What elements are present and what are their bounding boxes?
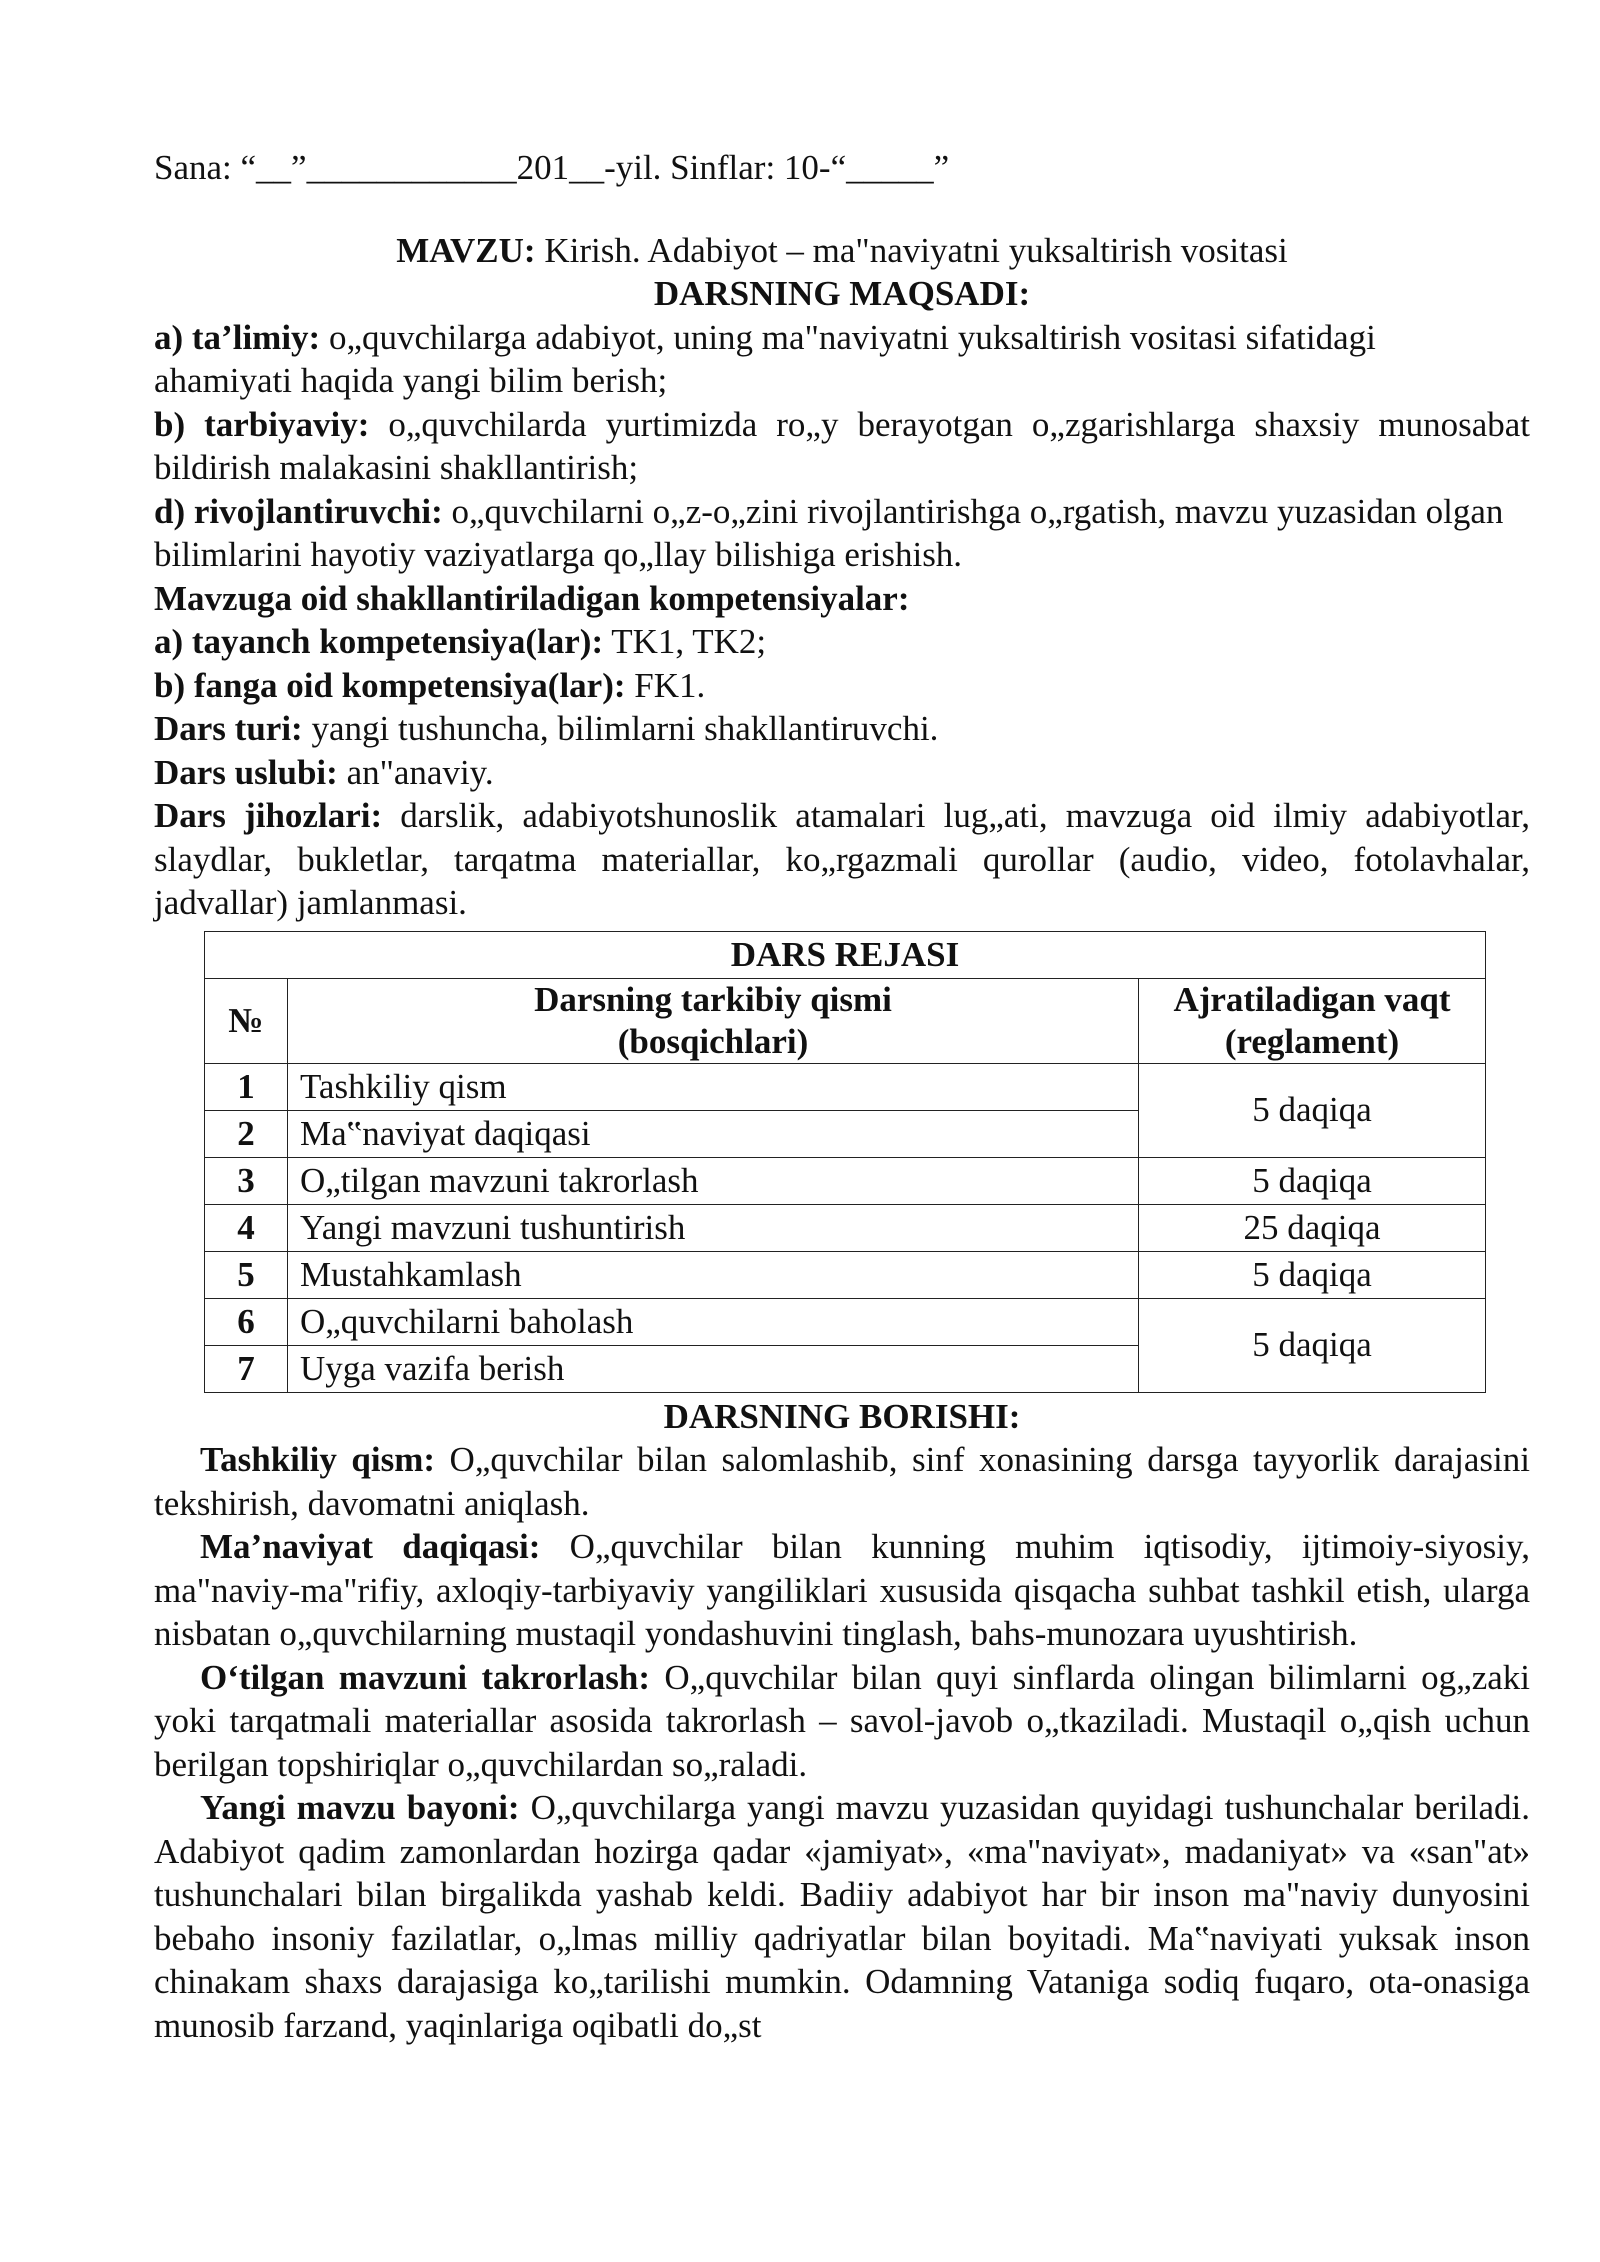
competency-subject [154, 664, 1530, 708]
row-time: 5 daqiqa [1139, 1298, 1486, 1392]
lesson-equipment-label: Dars jihozlari: [154, 796, 383, 835]
section-label: Yangi mavzu bayoni: [200, 1788, 520, 1827]
table-title-row [205, 931, 1486, 978]
row-stage: Uyga vazifa berish [288, 1345, 1139, 1392]
row-stage: O„quvchilarni baholash [288, 1298, 1139, 1345]
col-header-number: № [205, 978, 288, 1063]
col-header-stage-line1: Darsning tarkibiy qismi [534, 979, 892, 1019]
competency-label: a) tayanch kompetensiya(lar): [154, 622, 604, 661]
goal-label: d) rivojlantiruvchi: [154, 491, 443, 531]
col-header-time-line2: (reglament) [1224, 1021, 1400, 1061]
competency-label: b) fanga oid kompetensiya(lar): [154, 665, 626, 705]
row-time: 5 daqiqa [1139, 1157, 1486, 1204]
row-number: 6 [205, 1298, 288, 1345]
lesson-type [154, 707, 1530, 751]
goal-upbringing [154, 403, 1530, 490]
competencies-heading: Mavzuga oid shakllantiriladigan kompetensiyalar: [154, 578, 910, 618]
row-number: 7 [205, 1345, 288, 1392]
table-row [205, 1204, 1486, 1251]
row-number: 2 [205, 1110, 288, 1157]
progress-section-review [154, 1656, 1530, 1787]
lesson-type-label: Dars turi: [154, 709, 303, 748]
table-row [205, 1298, 1486, 1345]
row-number: 4 [205, 1204, 288, 1251]
document-page [154, 146, 1530, 2047]
table-header-row [205, 978, 1486, 1063]
goal-developmental [154, 490, 1530, 577]
goal-text: o„quvchilarga adabiyot, uning ma"naviyatni yuksaltirish vositasi sifatidagi ahamiyati haqida yangi bilim berish; [154, 317, 1376, 400]
topic-text: Kirish. Adabiyot – ma"naviyatni yuksaltirish vositasi [535, 230, 1288, 270]
goal-label: a) ta’limiy: [154, 317, 321, 357]
section-text: O„quvchilar bilan quyi sinflarda olingan bilimlarni og„zaki yoki tarqatmali materiallar asosida takrorlash – savol-javob o„tkaziladi. Mustaqil o„qish uchun berilgan topshiriqlar o„quvchilardan so„raladi. [154, 1657, 1530, 1784]
col-header-stage [288, 978, 1139, 1063]
lesson-method-label: Dars uslubi: [154, 752, 338, 792]
lesson-equipment-text: darslik, adabiyotshunoslik atamalari lug„ati, mavzuga oid ilmiy adabiyotlar, slaydlar, bukletlar, tarqatma materiallar, ko„rgazmali qurollar (audio, video, fotolavhalar, jadvallar) jamlanmasi. [154, 796, 1530, 922]
lesson-method-text: an"anaviy. [337, 752, 494, 792]
section-label: Ma’naviyat daqiqasi: [200, 1527, 541, 1566]
goal-text: o„quvchilarda yurtimizda ro„y berayotgan o„zgarishlarga shaxsiy munosabat bildirish malakasini shakllantirish; [154, 404, 1530, 487]
row-stage: O„tilgan mavzuni takrorlash [288, 1157, 1139, 1204]
row-number: 1 [205, 1063, 288, 1110]
goals-heading: DARSNING MAQSADI: [653, 274, 1031, 313]
row-stage: Tashkiliy qism [288, 1063, 1139, 1110]
topic-label: MAVZU: [396, 230, 536, 270]
progress-section-new-topic [154, 1786, 1530, 2047]
lesson-method [154, 751, 1530, 795]
date-class-line: Sana: “__”____________201__-yil. Sinflar: 10-“_____” [154, 148, 950, 187]
lesson-equipment [154, 794, 1530, 925]
table-title: DARS REJASI [205, 931, 1486, 978]
lesson-type-text: yangi tushuncha, bilimlarni shakllantiruvchi. [302, 709, 939, 748]
topic-line [154, 229, 1530, 273]
goal-text: o„quvchilarni o„z-o„zini rivojlantirishga o„rgatish, mavzu yuzasidan olgan bilimlarini hayotiy vaziyatlarga qo„llay bilishiga erishish. [154, 491, 1504, 574]
col-header-stage-line2: (bosqichlari) [617, 1021, 809, 1061]
table-row [205, 1251, 1486, 1298]
progress-section-spirituality [154, 1525, 1530, 1656]
section-text: O„quvchilarga yangi mavzu yuzasidan quyidagi tushunchalar beriladi. Adabiyot qadim zamonlardan hozirga qadar «jamiyat», «ma"naviyat», madaniyat» va «san"at» tushunchalari bilan birgalikda yashab keldi. Badiiy adabiyot har bir inson ma"naviy dunyosini bebaho insoniy fazilatlar, o„lmas milliy qadriyatlar bilan boyitadi. Ma‟naviyati yuksak inson chinakam shaxs darajasiga ko„tarilishi mumkin. Odamning Vataniga sodiq fuqaro, ota-onasiga munosib farzand, yaqinlariga oqibatli do„st [154, 1788, 1530, 2045]
section-text: O„quvchilar bilan kunning muhim iqtisodiy, ijtimoiy-siyosiy, ma"naviy-ma"rifiy, axloqiy-tarbiyaviy yangiliklari xususida qisqacha suhbat tashkil etish, ularga nisbatan o„quvchilarning mustaqil yondashuvini tinglash, bahs-munozara uyushtirish. [154, 1527, 1530, 1653]
progress-heading: DARSNING BORISHI: [663, 1396, 1021, 1436]
section-text: O„quvchilar bilan salomlashib, sinf xonasining darsga tayyorlik darajasini tekshirish, davomatni aniqlash. [154, 1440, 1530, 1523]
col-header-time-line1: Ajratiladigan vaqt [1173, 979, 1451, 1019]
row-number: 5 [205, 1251, 288, 1298]
col-header-time [1139, 978, 1486, 1063]
row-stage: Mustahkamlash [288, 1251, 1139, 1298]
goal-label: b) tarbiyaviy: [154, 404, 370, 444]
row-time: 5 daqiqa [1139, 1063, 1486, 1157]
section-label: O‘tilgan mavzuni takrorlash: [200, 1657, 651, 1697]
competency-text: FK1. [625, 665, 706, 705]
progress-section-organization [154, 1438, 1530, 1525]
row-stage: Yangi mavzuni tushuntirish [288, 1204, 1139, 1251]
competency-text: TK1, TK2; [603, 622, 767, 661]
table-row [205, 1157, 1486, 1204]
table-row [205, 1063, 1486, 1110]
section-label: Tashkiliy qism: [200, 1440, 436, 1479]
competency-core [154, 620, 1530, 664]
row-time: 5 daqiqa [1139, 1251, 1486, 1298]
lesson-plan-table [204, 931, 1486, 1393]
goal-educational [154, 316, 1530, 403]
row-stage: Ma‟naviyat daqiqasi [288, 1110, 1139, 1157]
row-time: 25 daqiqa [1139, 1204, 1486, 1251]
row-number: 3 [205, 1157, 288, 1204]
